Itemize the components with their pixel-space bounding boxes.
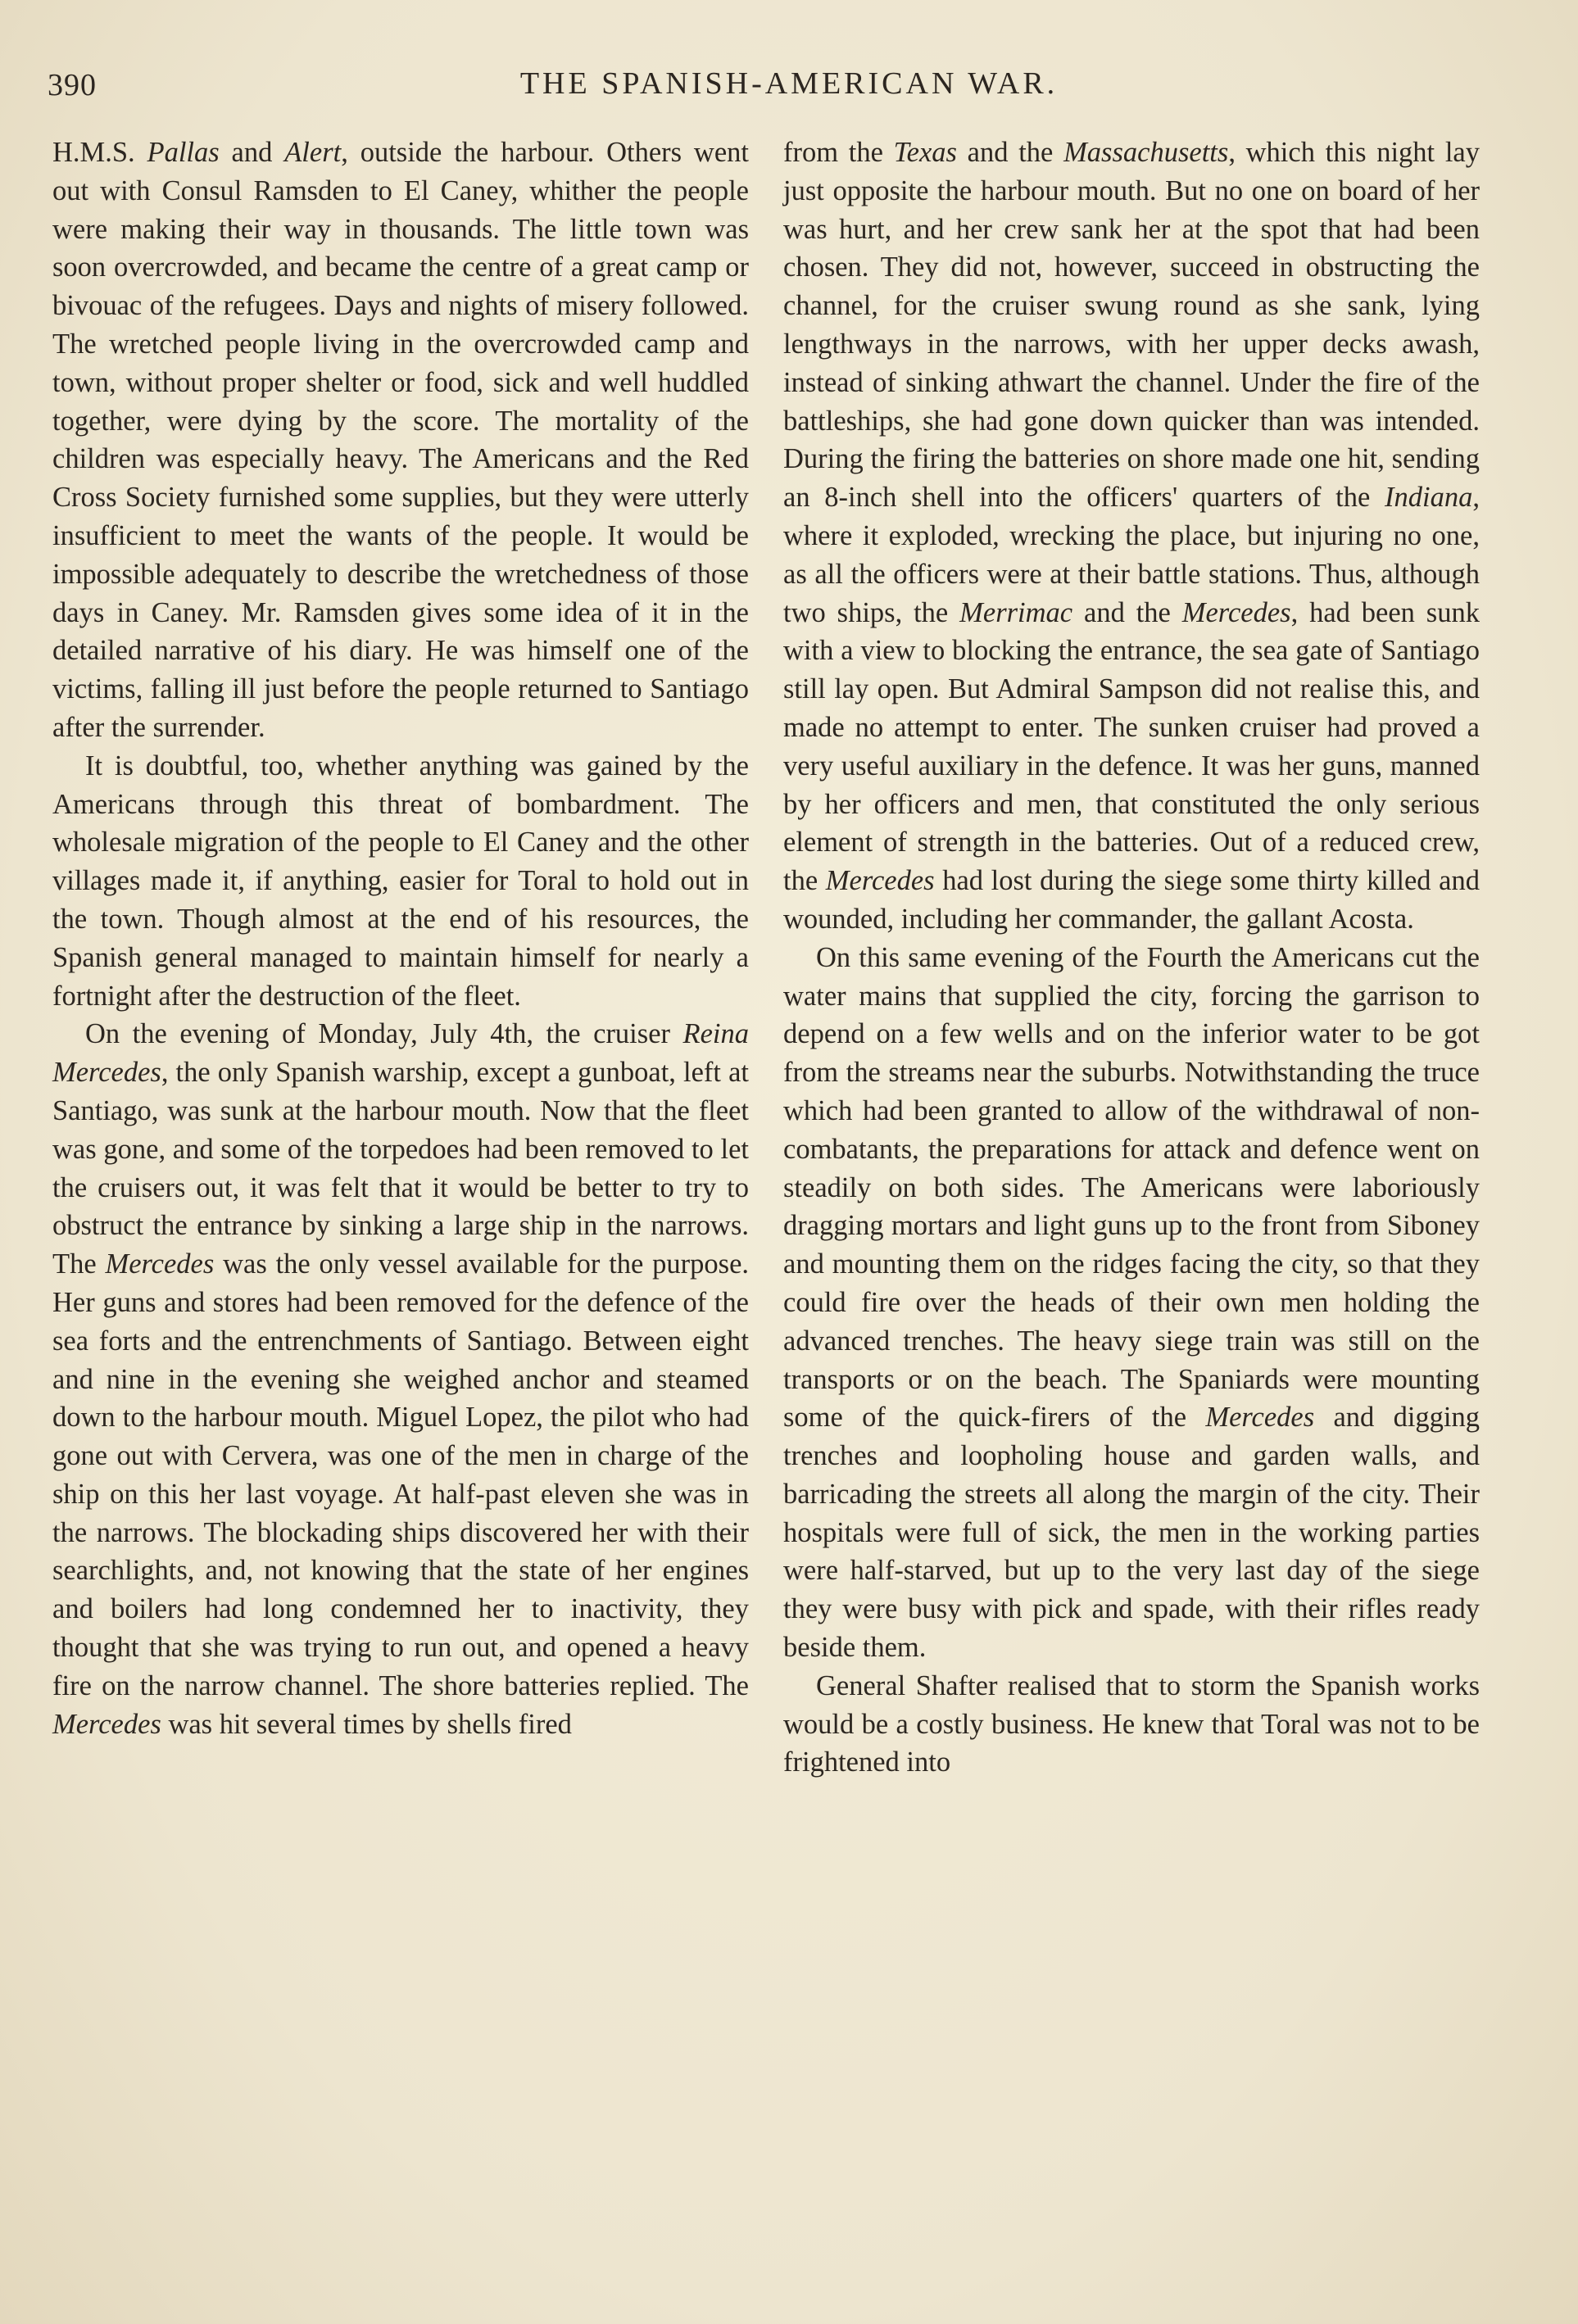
left-column	[52, 134, 749, 1743]
text-run: and the	[1072, 596, 1182, 628]
text-run: was hit several times by shells fired	[161, 1708, 572, 1740]
paragraph	[52, 1015, 749, 1743]
italic-ship-name: Alert	[284, 137, 342, 168]
text-run: General Shafter realised that to storm the Spanish works would be a costly business. He knew that Toral was not to be frightened into	[783, 1669, 1480, 1778]
italic-ship-name: Mercedes	[1181, 596, 1291, 628]
running-title: THE SPANISH-AMERICAN WAR.	[519, 66, 1059, 101]
text-run: and the	[956, 137, 1064, 168]
italic-ship-name: Reina Mercedes	[52, 1018, 749, 1089]
text-run: On this same evening of the Fourth the Americans cut the water mains that supplied the city, forcing the garrison to depend on a few wells and on the inferior water to be got from the streams near the suburbs. Notwithstanding the truce which had been granted to allow of the withdrawal of non-combatants, the preparations for attack and defence went on steadily on both sides. The Americans were laboriously dragging mortars and light guns up to the front from Siboney and mounting them on the ridges facing the city, so that they could fire over the heads of their own men holding the advanced trenches. The heavy siege train was still on the transports or on the beach. The Spaniards were mounting some of the quick-firers of the	[783, 941, 1480, 1434]
italic-ship-name: Mercedes	[52, 1708, 161, 1740]
text-run: H.M.S.	[52, 137, 147, 168]
italic-ship-name: Massachusetts	[1063, 137, 1229, 168]
paragraph	[52, 134, 749, 747]
text-run: It is doubtful, too, whether anything was gained by the Americans through this threat of bombardment. The wholesale migration of the people to El Caney and the other villages made it, if anything, easier for Toral to hold out in the town. Though almost at the end of his resources, the Spanish general managed to maintain himself for nearly a fortnight after the destruction of the fleet.	[52, 750, 749, 1012]
text-run: , the only Spanish warship, except a gunboat, left at Santiago, was sunk at the harbour mouth. Now that the fleet was gone, and some of the torpedoes had been removed to let the cruisers out, it was felt that it would be better to try to obstruct the entrance by sinking a large ship in the narrows. The	[52, 1057, 749, 1280]
italic-ship-name: Mercedes	[1205, 1402, 1315, 1434]
text-run: , where it exploded, wrecking the place, but injuring no one, as all the officers were at their battle stations. Thus, although two ships, the	[783, 482, 1480, 628]
text-run: , had been sunk with a view to blocking the entrance, the sea gate of Santiago still lay open. But Admiral Sampson did not realise this, and made no attempt to enter. The sunken cruiser had proved a very useful auxiliary in the defence. It was her guns, manned by her officers and men, that constituted the only serious element of strength in the batteries. Out of a reduced crew, the	[783, 596, 1480, 897]
right-column	[783, 134, 1480, 1782]
page-number: 390	[48, 68, 97, 102]
italic-ship-name: Mercedes	[825, 865, 935, 897]
text-run: had lost during the siege some thirty killed and wounded, including her commander, the gallant Acosta.	[783, 865, 1480, 935]
paragraph	[783, 134, 1480, 939]
italic-ship-name: Pallas	[147, 137, 220, 168]
text-run: from the	[783, 137, 894, 168]
text-run: and digging trenches and loopholing house and garden walls, and barricading the streets all along the margin of the city. Their hospitals were full of sick, the men in the working parties were half-starved, but up to the very last day of the siege they were busy with pick and spade, with their rifles ready beside them.	[783, 1402, 1480, 1664]
italic-ship-name: Indiana	[1385, 482, 1473, 514]
text-run: , which this night lay just opposite the harbour mouth. But no one on board of her was hurt, and her crew sank her at the spot that had been chosen. They did not, however, succeed in obstructing the channel, for the cruiser swung round as she sank, lying lengthways in the narrows, with her upper decks awash, instead of sinking athwart the channel. Under the fire of the battleships, she had gone down quicker than was intended. During the firing the batteries on shore made one hit, sending an 8-inch shell into the officers' quarters of the	[783, 137, 1480, 514]
text-run: and	[219, 137, 285, 168]
text-run: was the only vessel available for the purpose. Her guns and stores had been removed for the defence of the sea forts and the entrenchments of Santiago. Between eight and nine in the evening she weighed anchor and steamed down to the harbour mouth. Miguel Lopez, the pilot who had gone out with Cervera, was one of the men in charge of the ship on this her last voyage. At half-past eleven she was in the narrows. The blockading ships discovered her with their searchlights, and, not knowing that the state of her engines and boilers had long condemned her to inactivity, they thought that she was trying to run out, and opened a heavy fire on the narrow channel. The shore batteries replied. The	[52, 1248, 750, 1701]
italic-ship-name: Texas	[893, 137, 957, 168]
italic-ship-name: Merrimac	[959, 596, 1073, 628]
text-run: On the evening of Monday, July 4th, the cruiser	[85, 1018, 683, 1050]
paragraph	[783, 939, 1480, 1667]
italic-ship-name: Mercedes	[105, 1248, 215, 1280]
paragraph	[52, 747, 749, 1016]
text-run: , outside the harbour. Others went out with Consul Ramsden to El Caney, whither the people were making their way in thousands. The little town was soon overcrowded, and became the centre of a great camp or bivouac of the refugees. Days and nights of misery followed. The wretched people living in the overcrowded camp and town, without proper shelter or food, sick and well huddled together, were dying by the score. The mortality of the children was especially heavy. The Americans and the Red Cross Society furnished some supplies, but they were utterly insufficient to meet the wants of the people. It would be impossible adequately to describe the wretchedness of those days in Caney. Mr. Ramsden gives some idea of it in the detailed narrative of his diary. He was himself one of the victims, falling ill just before the people returned to Santiago after the surrender.	[52, 137, 749, 743]
paragraph	[783, 1667, 1480, 1782]
